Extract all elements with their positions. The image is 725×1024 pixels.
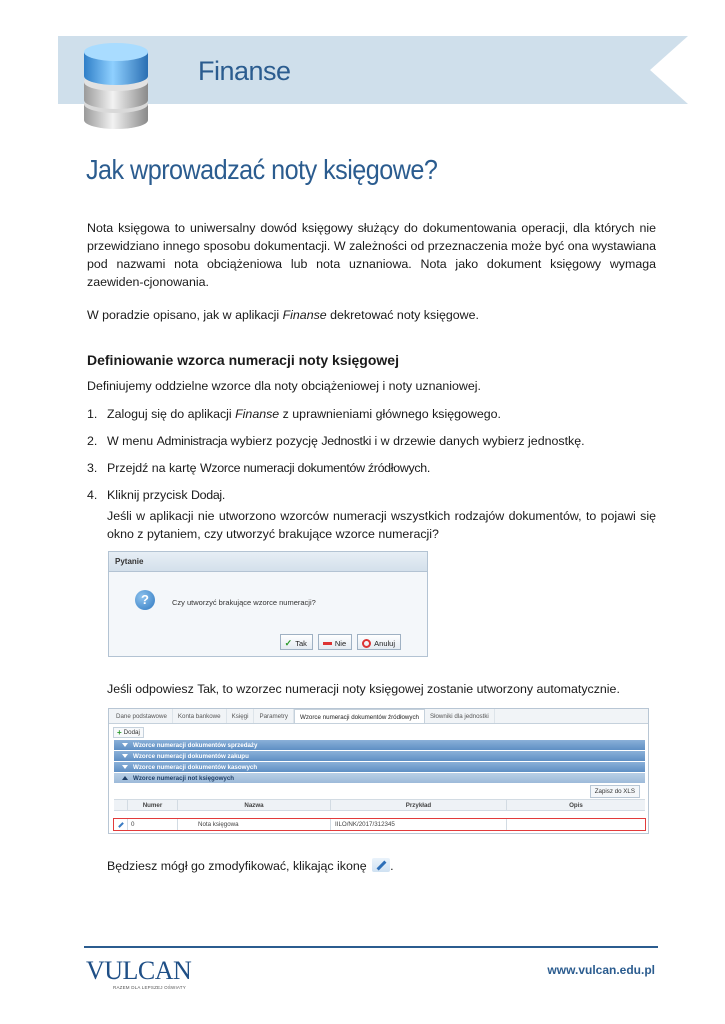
- table-row[interactable]: 0 Nota księgowa IILO/NK/2017/312345: [113, 818, 646, 831]
- collapse-icon: [122, 754, 128, 758]
- yes-button[interactable]: ✓ Tak: [280, 634, 313, 650]
- cancel-button[interactable]: Anuluj: [357, 634, 401, 650]
- plus-icon: +: [117, 728, 122, 737]
- question-icon: ?: [135, 590, 155, 610]
- dialog-question: Czy utworzyć brakujące wzorce numeracji?: [172, 598, 316, 607]
- add-button[interactable]: + Dodaj: [113, 727, 144, 738]
- check-icon: ✓: [284, 637, 293, 648]
- footer-url[interactable]: www.vulcan.edu.pl: [547, 963, 655, 977]
- collapse-icon: [122, 765, 128, 769]
- expand-icon: [122, 776, 128, 780]
- database-icon: [80, 38, 152, 132]
- col-opis[interactable]: Opis: [569, 802, 583, 809]
- collapse-icon: [122, 743, 128, 747]
- col-nazwa[interactable]: Nazwa: [178, 800, 331, 810]
- tab-konta-bankowe[interactable]: Konta bankowe: [173, 709, 227, 723]
- section-heading: Definiowanie wzorca numeracji noty księgowej: [87, 352, 399, 368]
- group-sprzedazy[interactable]: Wzorce numeracji dokumentów sprzedaży: [114, 740, 645, 750]
- final-text: Będziesz mógł go zmodyfikować, klikając ikonę .: [107, 859, 394, 873]
- col-numer[interactable]: Numer: [128, 800, 178, 810]
- tab-bar: [109, 709, 648, 724]
- dialog-title: Pytanie: [109, 552, 427, 572]
- intro-paragraph: Nota księgowa to uniwersalny dowód księgowy służący do dokumentowania operacji, dla których nie przewidziano innego sposobu dokumentacji. W zależności od przeznaczenia może być ona wystawiana pod nazwami nota obciążeniowa lub nota uznaniowa. Nota jako dokument księgowy wymaga zaewiden-cjonowania.: [87, 221, 656, 289]
- tab-ksiegi[interactable]: Księgi: [227, 709, 255, 723]
- logo-tagline: RAZEM DLA LEPSZEJ OŚWIATY: [113, 985, 186, 990]
- after-dialog-text: Jeśli odpowiesz Tak, to wzorzec numeracji noty księgowej zostanie utworzony automatycznie.: [107, 682, 620, 696]
- tab-dane-podstawowe[interactable]: Dane podstawowe: [109, 709, 173, 723]
- minus-icon: [323, 642, 332, 645]
- footer-divider: [84, 946, 658, 948]
- banner-notch: [650, 36, 688, 104]
- group-zakupu[interactable]: Wzorce numeracji dokumentów zakupu: [114, 751, 645, 761]
- tab-slowniki[interactable]: Słowniki dla jednostki: [425, 709, 495, 723]
- tab-parametry[interactable]: Parametry: [254, 709, 294, 723]
- page-title: Jak wprowadzać noty księgowe?: [86, 154, 438, 185]
- tab-wzorce-numeracji[interactable]: Wzorce numeracji dokumentów źródłowych: [294, 709, 425, 723]
- question-dialog: [108, 551, 428, 657]
- edit-icon[interactable]: [118, 822, 124, 828]
- cancel-icon: [362, 639, 371, 648]
- no-button[interactable]: Nie: [318, 634, 352, 650]
- group-kasowych[interactable]: Wzorce numeracji dokumentów kasowych: [114, 762, 645, 772]
- templates-window: [108, 708, 649, 834]
- header-banner: [58, 36, 688, 104]
- header-title: Finanse: [198, 56, 291, 86]
- edit-icon: [372, 858, 390, 872]
- group-not-ksiegowych[interactable]: Wzorce numeracji not księgowych: [114, 773, 645, 783]
- vulcan-logo: VULCAN: [86, 956, 192, 985]
- step-4-note: Jeśli w aplikacji nie utworzono wzorców numeracji wszystkich rodzajów dokumentów, to pojawi się okno z pytaniem, czy utworzyć brakujące wzorce numeracji?: [107, 509, 656, 541]
- col-przyklad[interactable]: Przykład: [331, 800, 507, 810]
- export-xls-button[interactable]: Zapisz do XLS: [590, 785, 640, 798]
- intro-paragraph-2: W poradzie opisano, jak w aplikacji Finanse dekretować noty księgowe.: [87, 308, 479, 322]
- section-lead: Definiujemy oddzielne wzorce dla noty obciążeniowej i noty uznaniowej.: [87, 379, 481, 393]
- table-header: [114, 799, 645, 811]
